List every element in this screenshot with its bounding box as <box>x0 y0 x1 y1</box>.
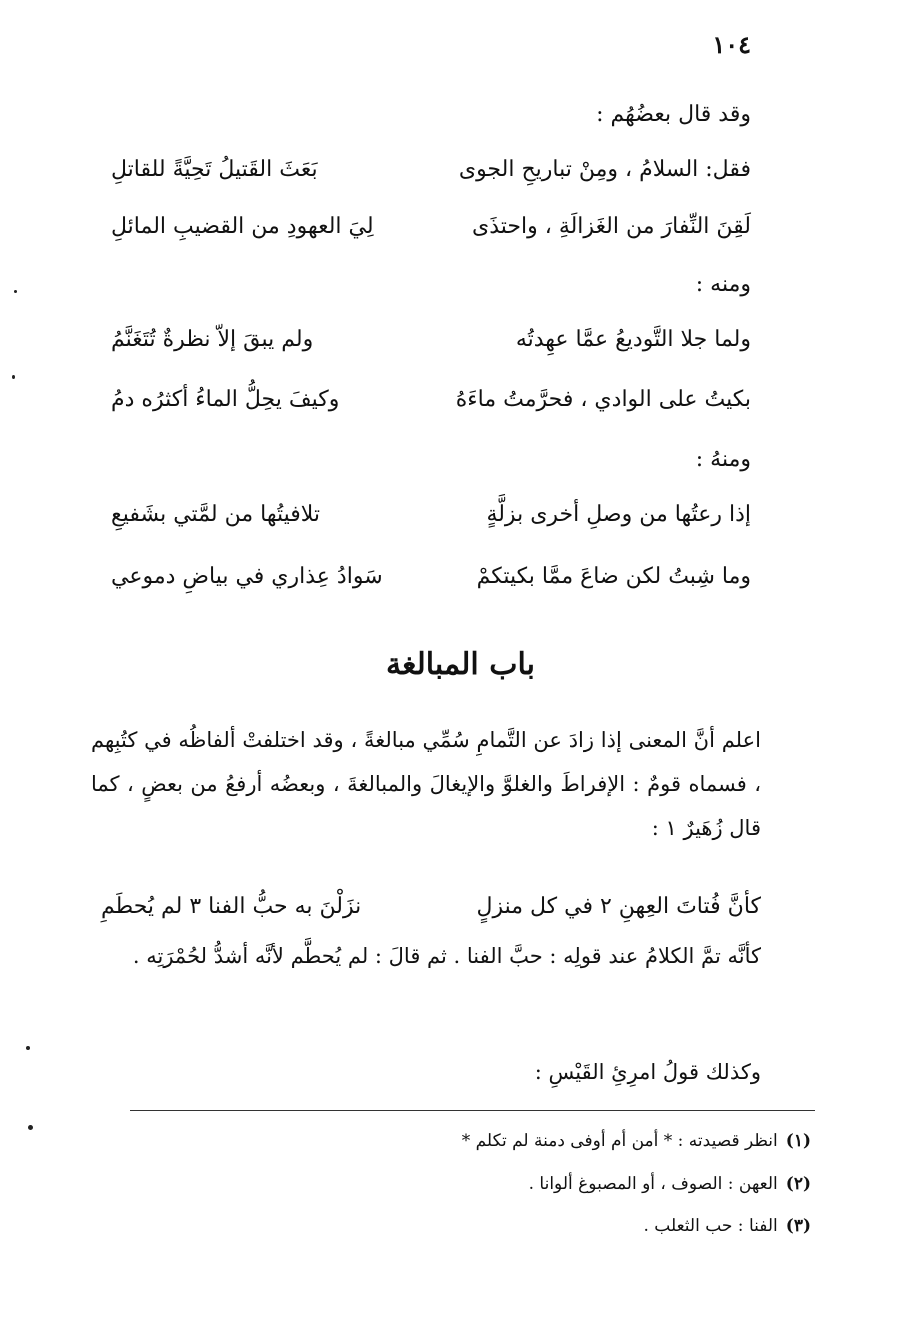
hemistich-first: فقل: السلامُ ، ومِنْ تباريحِ الجوى <box>458 157 751 182</box>
scan-speck <box>14 290 17 293</box>
hemistich-first: كأنَّ فُتاتَ العِهنِ ٢ في كل منزلٍ <box>476 894 761 919</box>
footnote-1 <box>191 1125 811 1157</box>
hemistich-first: لَقِنَ النِّفارَ من الغَزالَةِ ، واحتذَى <box>471 214 751 239</box>
footnote-text: العهن : الصوف ، أو المصبوغ ألوانا . <box>528 1174 778 1194</box>
hemistich-first: وما شِبتُ لكن ضاعَ ممَّا بكيتكمْ <box>476 564 751 589</box>
section-title: باب المبالغة <box>386 647 535 682</box>
paragraph-2: كأنَّه تمَّ الكلامُ عند قولِه : حبَّ الفنا . ثم قالَ : لم يُحطَّم لأنَّه أشدُّ لحُمْرَتِه . <box>132 944 761 968</box>
footnote-number: (٢) <box>785 1174 811 1194</box>
footnote-text: انظر قصيدته : * أمن أم أوفى دمنة لم تكلم * <box>461 1131 778 1151</box>
hemistich-second: لِيَ العهودِ من القضيبِ المائلِ <box>111 214 374 239</box>
page-number: ١٠٤ <box>712 30 751 59</box>
poem2-verse-1 <box>111 315 751 365</box>
hemistich-first: إذا رعتُها من وصلِ أخرى بزلَّةٍ <box>486 502 751 527</box>
footnote-number: (٣) <box>785 1216 811 1236</box>
hemistich-second: نزَلْنَ به حبُّ الفنا ٣ لم يُحطَمِ <box>101 894 362 919</box>
intro-line-1: وقد قال بعضُهُم : <box>596 102 751 127</box>
poem2-verse-2 <box>111 375 751 425</box>
scan-speck <box>12 375 15 379</box>
footnote-divider <box>130 1110 815 1111</box>
intro-line-2: ومنه : <box>695 272 751 297</box>
poem3-verse-1 <box>111 490 751 540</box>
hemistich-second: بَعَثَ القَتيلُ تَحِيَّةً للقاتلِ <box>111 157 318 182</box>
footnote-number: (١) <box>785 1131 811 1151</box>
verse-zuhair <box>101 882 761 932</box>
paragraph-3: وكذلك قولُ امرِئِ القَيْسِ : <box>534 1060 761 1084</box>
paragraph-1: اعلم أنَّ المعنى إذا زادَ عن التَّمامِ سُمِّي مبالغةً ، وقد اختلفتْ ألفاظُه في كتُبِهم ، فسماه قومٌ : الإفراطَ والغلوَّ والإيغالَ والمبالغةَ ، وبعضُه أرفعُ من بعضٍ ، كما قال زُهَيرٌ ١ : <box>91 728 761 840</box>
intro-line-3: ومنهُ : <box>695 447 751 472</box>
poem1-verse-1 <box>111 145 751 195</box>
footnote-text: الفنا : حب الثعلب . <box>643 1216 778 1236</box>
hemistich-second: ولم يبقَ إلاّ نظرةٌ تُتَغَنَّمُ <box>111 327 314 352</box>
hemistich-second: سَوادُ عِذاري في بياضِ دموعي <box>111 564 383 589</box>
scan-speck <box>26 1046 30 1050</box>
footnote-3 <box>191 1210 811 1242</box>
hemistich-first: ولما جلا التَّوديعُ عمَّا عهِدتُه <box>515 327 751 352</box>
poem3-verse-2 <box>111 552 751 602</box>
poem1-verse-2 <box>111 202 751 252</box>
footnote-2 <box>191 1168 811 1200</box>
hemistich-second: وكيفَ يحِلُّ الماءُ أكثرُه دمُ <box>111 387 340 412</box>
scan-speck <box>28 1125 33 1130</box>
hemistich-second: تلافيتُها من لمَّتي بشَفيعِ <box>111 502 321 527</box>
hemistich-first: بكيتُ على الوادي ، فحرَّمتُ ماءَهُ <box>455 387 751 412</box>
